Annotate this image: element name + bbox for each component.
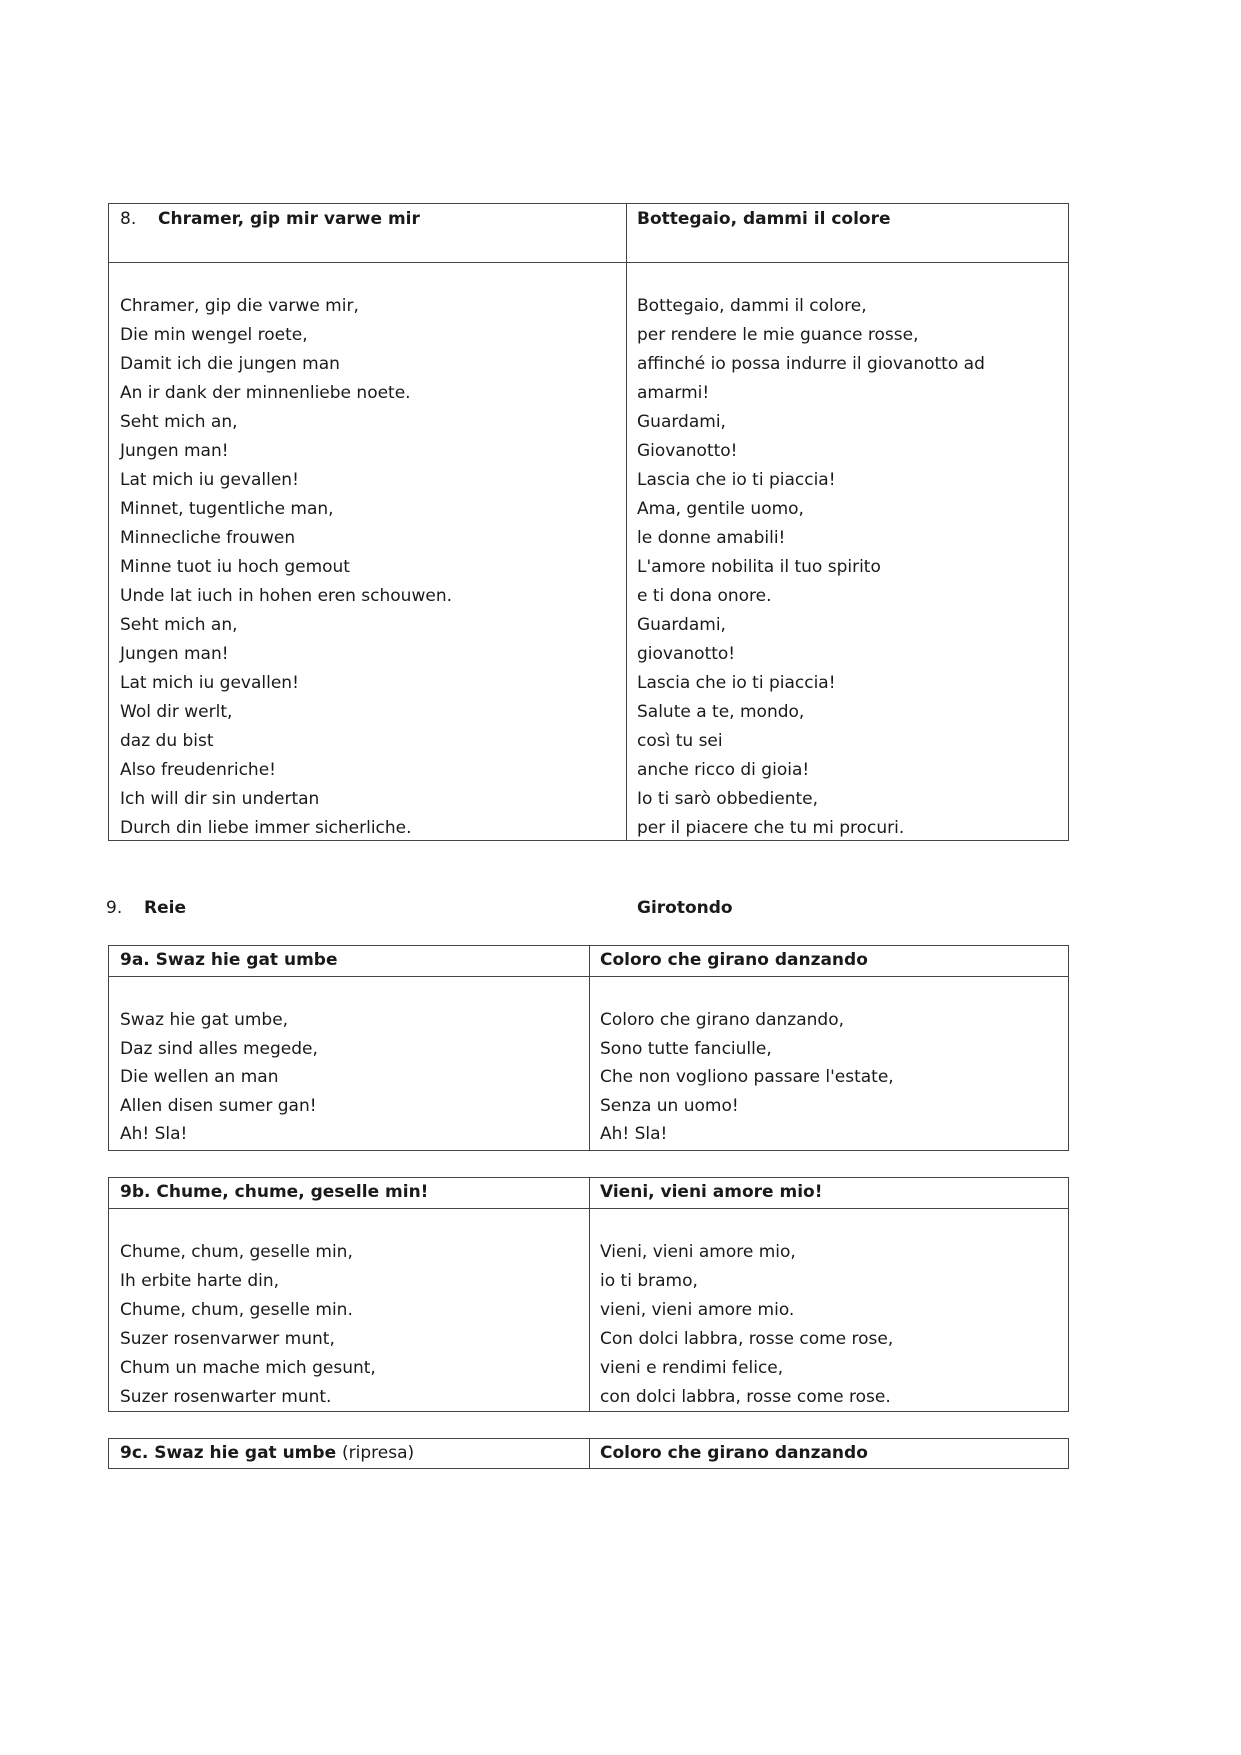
lyric-line: Guardami,: [637, 615, 726, 635]
section8-title-de-text: Chramer, gip mir varwe mir: [158, 209, 420, 229]
section9-number: 9.: [106, 898, 123, 918]
section9c-title-note: (ripresa): [342, 1443, 415, 1463]
lyric-line: Chum un mache mich gesunt,: [120, 1358, 376, 1378]
section9b-title-de: 9b. Chume, chume, geselle min!: [120, 1182, 429, 1202]
lyric-line: Lascia che io ti piaccia!: [637, 673, 836, 693]
section8-lyrics-de: [120, 292, 452, 843]
section9a-title-de: 9a. Swaz hie gat umbe: [120, 950, 338, 970]
lyric-line: anche ricco di gioia!: [637, 760, 810, 780]
section9c-title-it: Coloro che girano danzando: [600, 1443, 868, 1463]
lyric-line: Chume, chum, geselle min.: [120, 1300, 353, 1320]
section9a-lyrics-de: [120, 1006, 318, 1149]
lyric-line: Guardami,: [637, 412, 726, 432]
lyric-line: amarmi!: [637, 383, 710, 403]
section9b-column-divider: [589, 1177, 590, 1412]
lyric-line: An ir dank der minnenliebe noete.: [120, 383, 411, 403]
lyric-line: Vieni, vieni amore mio,: [600, 1242, 796, 1262]
section8-column-divider: [626, 203, 627, 841]
section9b-lyrics-de: [120, 1238, 376, 1412]
lyric-line: Wol dir werlt,: [120, 702, 233, 722]
lyric-line: Ah! Sla!: [120, 1124, 188, 1145]
lyric-line: Chume, chum, geselle min,: [120, 1242, 353, 1262]
section8-lyrics-it: [637, 292, 985, 843]
lyric-line: Minnecliche frouwen: [120, 528, 296, 548]
lyric-line: Durch din liebe immer sicherliche.: [120, 818, 412, 838]
lyric-line: Minnet, tugentliche man,: [120, 499, 334, 519]
lyric-line: Ich will dir sin undertan: [120, 789, 320, 809]
lyric-line: così tu sei: [637, 731, 723, 751]
lyric-line: Minne tuot iu hoch gemout: [120, 557, 350, 577]
lyric-line: Jungen man!: [120, 441, 229, 461]
section9c-title-de: [120, 1443, 414, 1463]
lyric-line: Sono tutte fanciulle,: [600, 1038, 772, 1059]
lyric-line: Daz sind alles megede,: [120, 1038, 318, 1059]
lyric-line: Seht mich an,: [120, 615, 238, 635]
lyric-line: Die min wengel roete,: [120, 325, 308, 345]
lyric-line: io ti bramo,: [600, 1271, 698, 1291]
lyric-line: Ih erbite harte din,: [120, 1271, 280, 1291]
lyric-line: e ti dona onore.: [637, 586, 772, 606]
lyric-line: giovanotto!: [637, 644, 736, 664]
section8-header-divider: [108, 262, 1069, 263]
lyric-line: vieni e rendimi felice,: [600, 1358, 784, 1378]
lyric-line: Chramer, gip die varwe mir,: [120, 296, 359, 316]
lyric-line: Unde lat iuch in hohen eren schouwen.: [120, 586, 452, 606]
lyric-line: Jungen man!: [120, 644, 229, 664]
lyric-line: Giovanotto!: [637, 441, 738, 461]
lyric-line: per il piacere che tu mi procuri.: [637, 818, 905, 838]
lyric-line: le donne amabili!: [637, 528, 786, 548]
section9-title-de: [106, 898, 186, 918]
section9b-title-it: Vieni, vieni amore mio!: [600, 1182, 823, 1202]
lyric-line: affinché io possa indurre il giovanotto ad: [637, 354, 985, 374]
lyric-line: daz du bist: [120, 731, 214, 751]
lyric-line: Damit ich die jungen man: [120, 354, 340, 374]
lyric-line: Suzer rosenwarter munt.: [120, 1387, 332, 1407]
lyric-line: Lascia che io ti piaccia!: [637, 470, 836, 490]
section9a-column-divider: [589, 945, 590, 1151]
lyric-line: per rendere le mie guance rosse,: [637, 325, 919, 345]
lyric-line: Che non vogliono passare l'estate,: [600, 1067, 894, 1088]
lyric-line: Ama, gentile uomo,: [637, 499, 804, 519]
lyric-line: Salute a te, mondo,: [637, 702, 805, 722]
section9c-title-de-text: 9c. Swaz hie gat umbe: [120, 1443, 337, 1463]
lyric-line: Con dolci labbra, rosse come rose,: [600, 1329, 894, 1349]
lyric-line: Allen disen sumer gan!: [120, 1095, 317, 1116]
section9a-title-it: Coloro che girano danzando: [600, 950, 868, 970]
lyric-line: vieni, vieni amore mio.: [600, 1300, 795, 1320]
lyric-line: Senza un uomo!: [600, 1095, 739, 1116]
lyric-line: Lat mich iu gevallen!: [120, 470, 299, 490]
section9-title-de-text: Reie: [144, 898, 186, 918]
lyric-line: Also freudenriche!: [120, 760, 276, 780]
lyric-line: Swaz hie gat umbe,: [120, 1010, 289, 1030]
lyric-line: Suzer rosenvarwer munt,: [120, 1329, 335, 1349]
lyric-line: Ah! Sla!: [600, 1124, 668, 1145]
section9a-lyrics-it: [600, 1006, 894, 1149]
lyric-line: Seht mich an,: [120, 412, 238, 432]
section8-title-de: [120, 209, 420, 229]
section8-number: 8.: [120, 209, 137, 229]
lyric-line: Lat mich iu gevallen!: [120, 673, 299, 693]
section9c-column-divider: [589, 1438, 590, 1469]
lyric-line: Die wellen an man: [120, 1067, 279, 1088]
section9-title-it: Girotondo: [637, 898, 733, 918]
section9b-lyrics-it: [600, 1238, 893, 1412]
lyric-line: Coloro che girano danzando,: [600, 1010, 844, 1030]
lyric-line: L'amore nobilita il tuo spirito: [637, 557, 881, 577]
section8-title-it: Bottegaio, dammi il colore: [637, 209, 891, 229]
lyric-line: Bottegaio, dammi il colore,: [637, 296, 867, 316]
lyric-line: con dolci labbra, rosse come rose.: [600, 1387, 891, 1407]
lyric-line: Io ti sarò obbediente,: [637, 789, 819, 809]
